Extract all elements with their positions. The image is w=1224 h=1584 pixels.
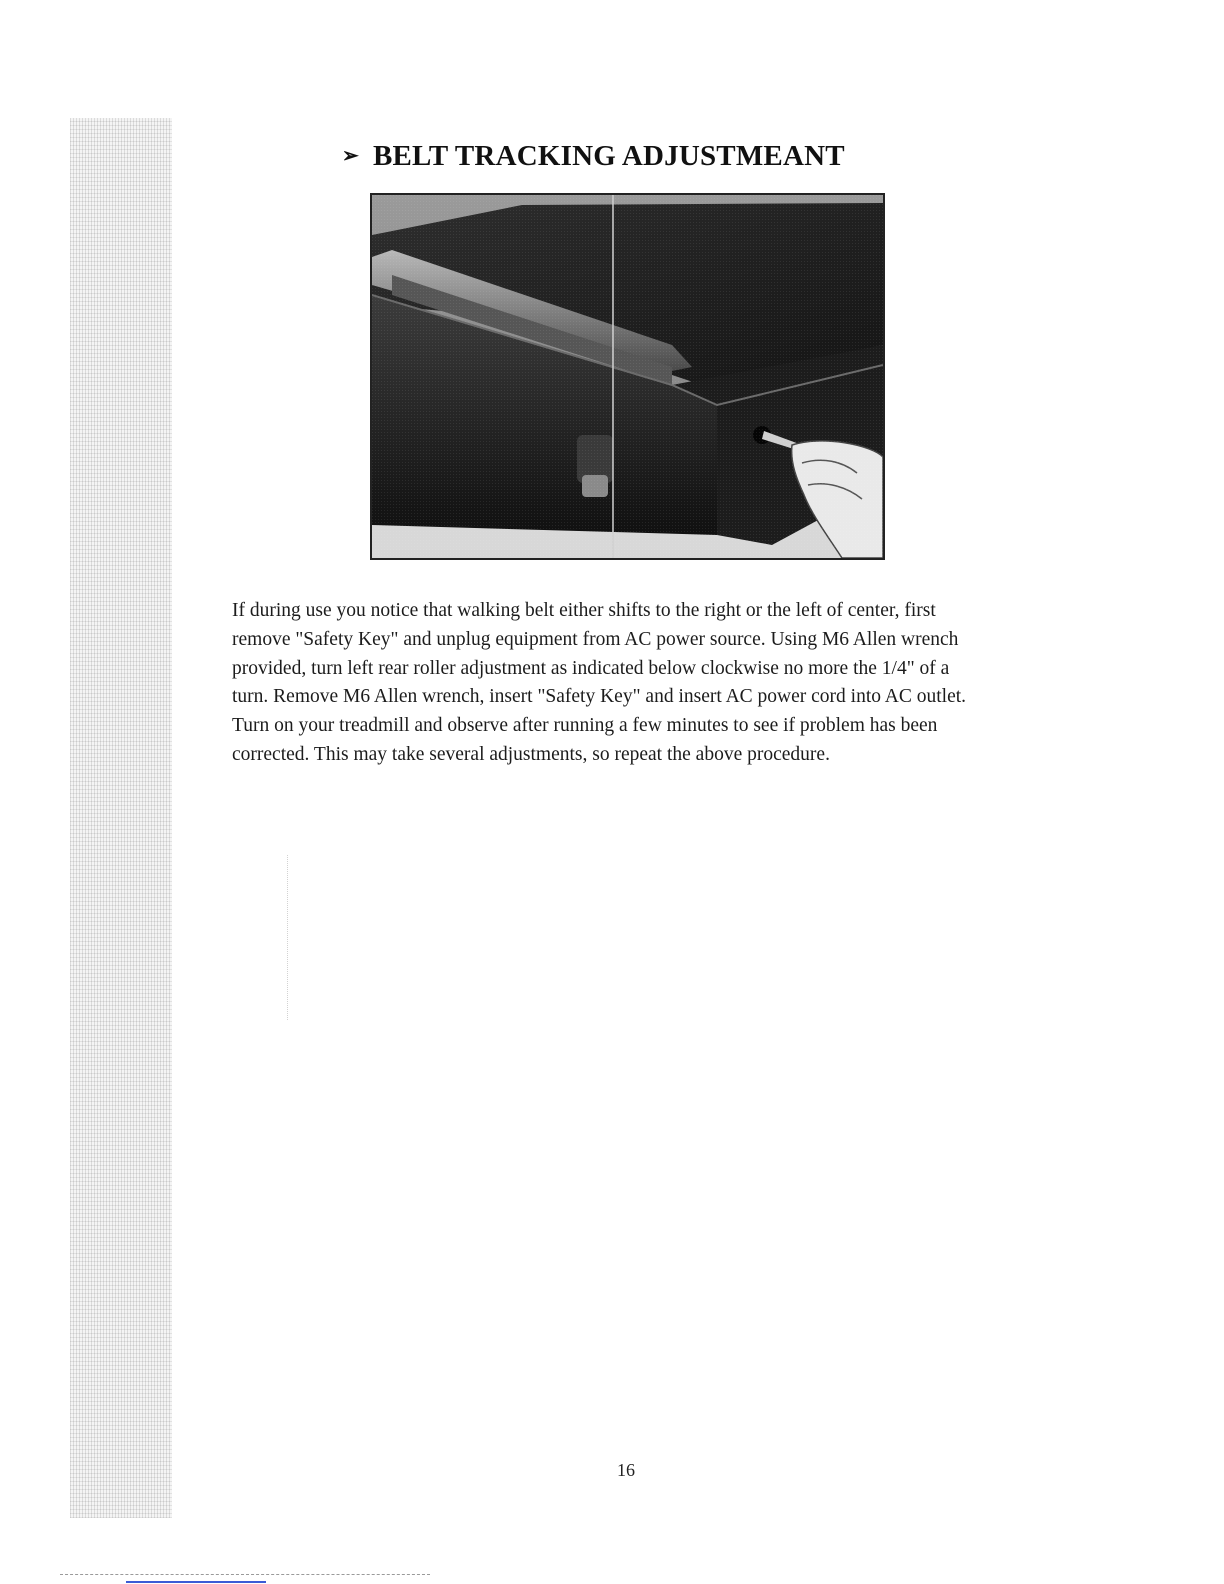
treadmill-illustration	[372, 195, 883, 558]
instruction-line: provided, turn left rear roller adjustment as indicated below clockwise no more the 1/4" of a	[232, 657, 950, 679]
scan-speckle	[287, 855, 288, 1020]
instruction-line: turn. Remove M6 Allen wrench, insert "Safety Key" and insert AC power cord into AC outlet.	[232, 686, 967, 708]
treadmill-photo	[370, 193, 885, 560]
scan-side-strip	[70, 118, 172, 1518]
instruction-line: Turn on your treadmill and observe after running a few minutes to see if problem has been	[232, 715, 938, 737]
scan-edge-mark	[126, 1581, 266, 1583]
instruction-line: If during use you notice that walking belt either shifts to the right or the left of center, first	[232, 600, 936, 621]
scan-edge-line	[60, 1574, 430, 1575]
section-title: BELT TRACKING ADJUSTMEANT	[372, 140, 845, 172]
instruction-line: corrected. This may take several adjustments, so repeat the above procedure.	[232, 743, 830, 765]
section-heading	[342, 140, 845, 173]
page-number: 16	[617, 1460, 635, 1480]
arrow-bullet-icon: ➢	[342, 145, 359, 167]
instructions-paragraph	[232, 597, 1092, 770]
instruction-line: remove "Safety Key" and unplug equipment from AC power source. Using M6 Allen wrench	[232, 628, 959, 650]
